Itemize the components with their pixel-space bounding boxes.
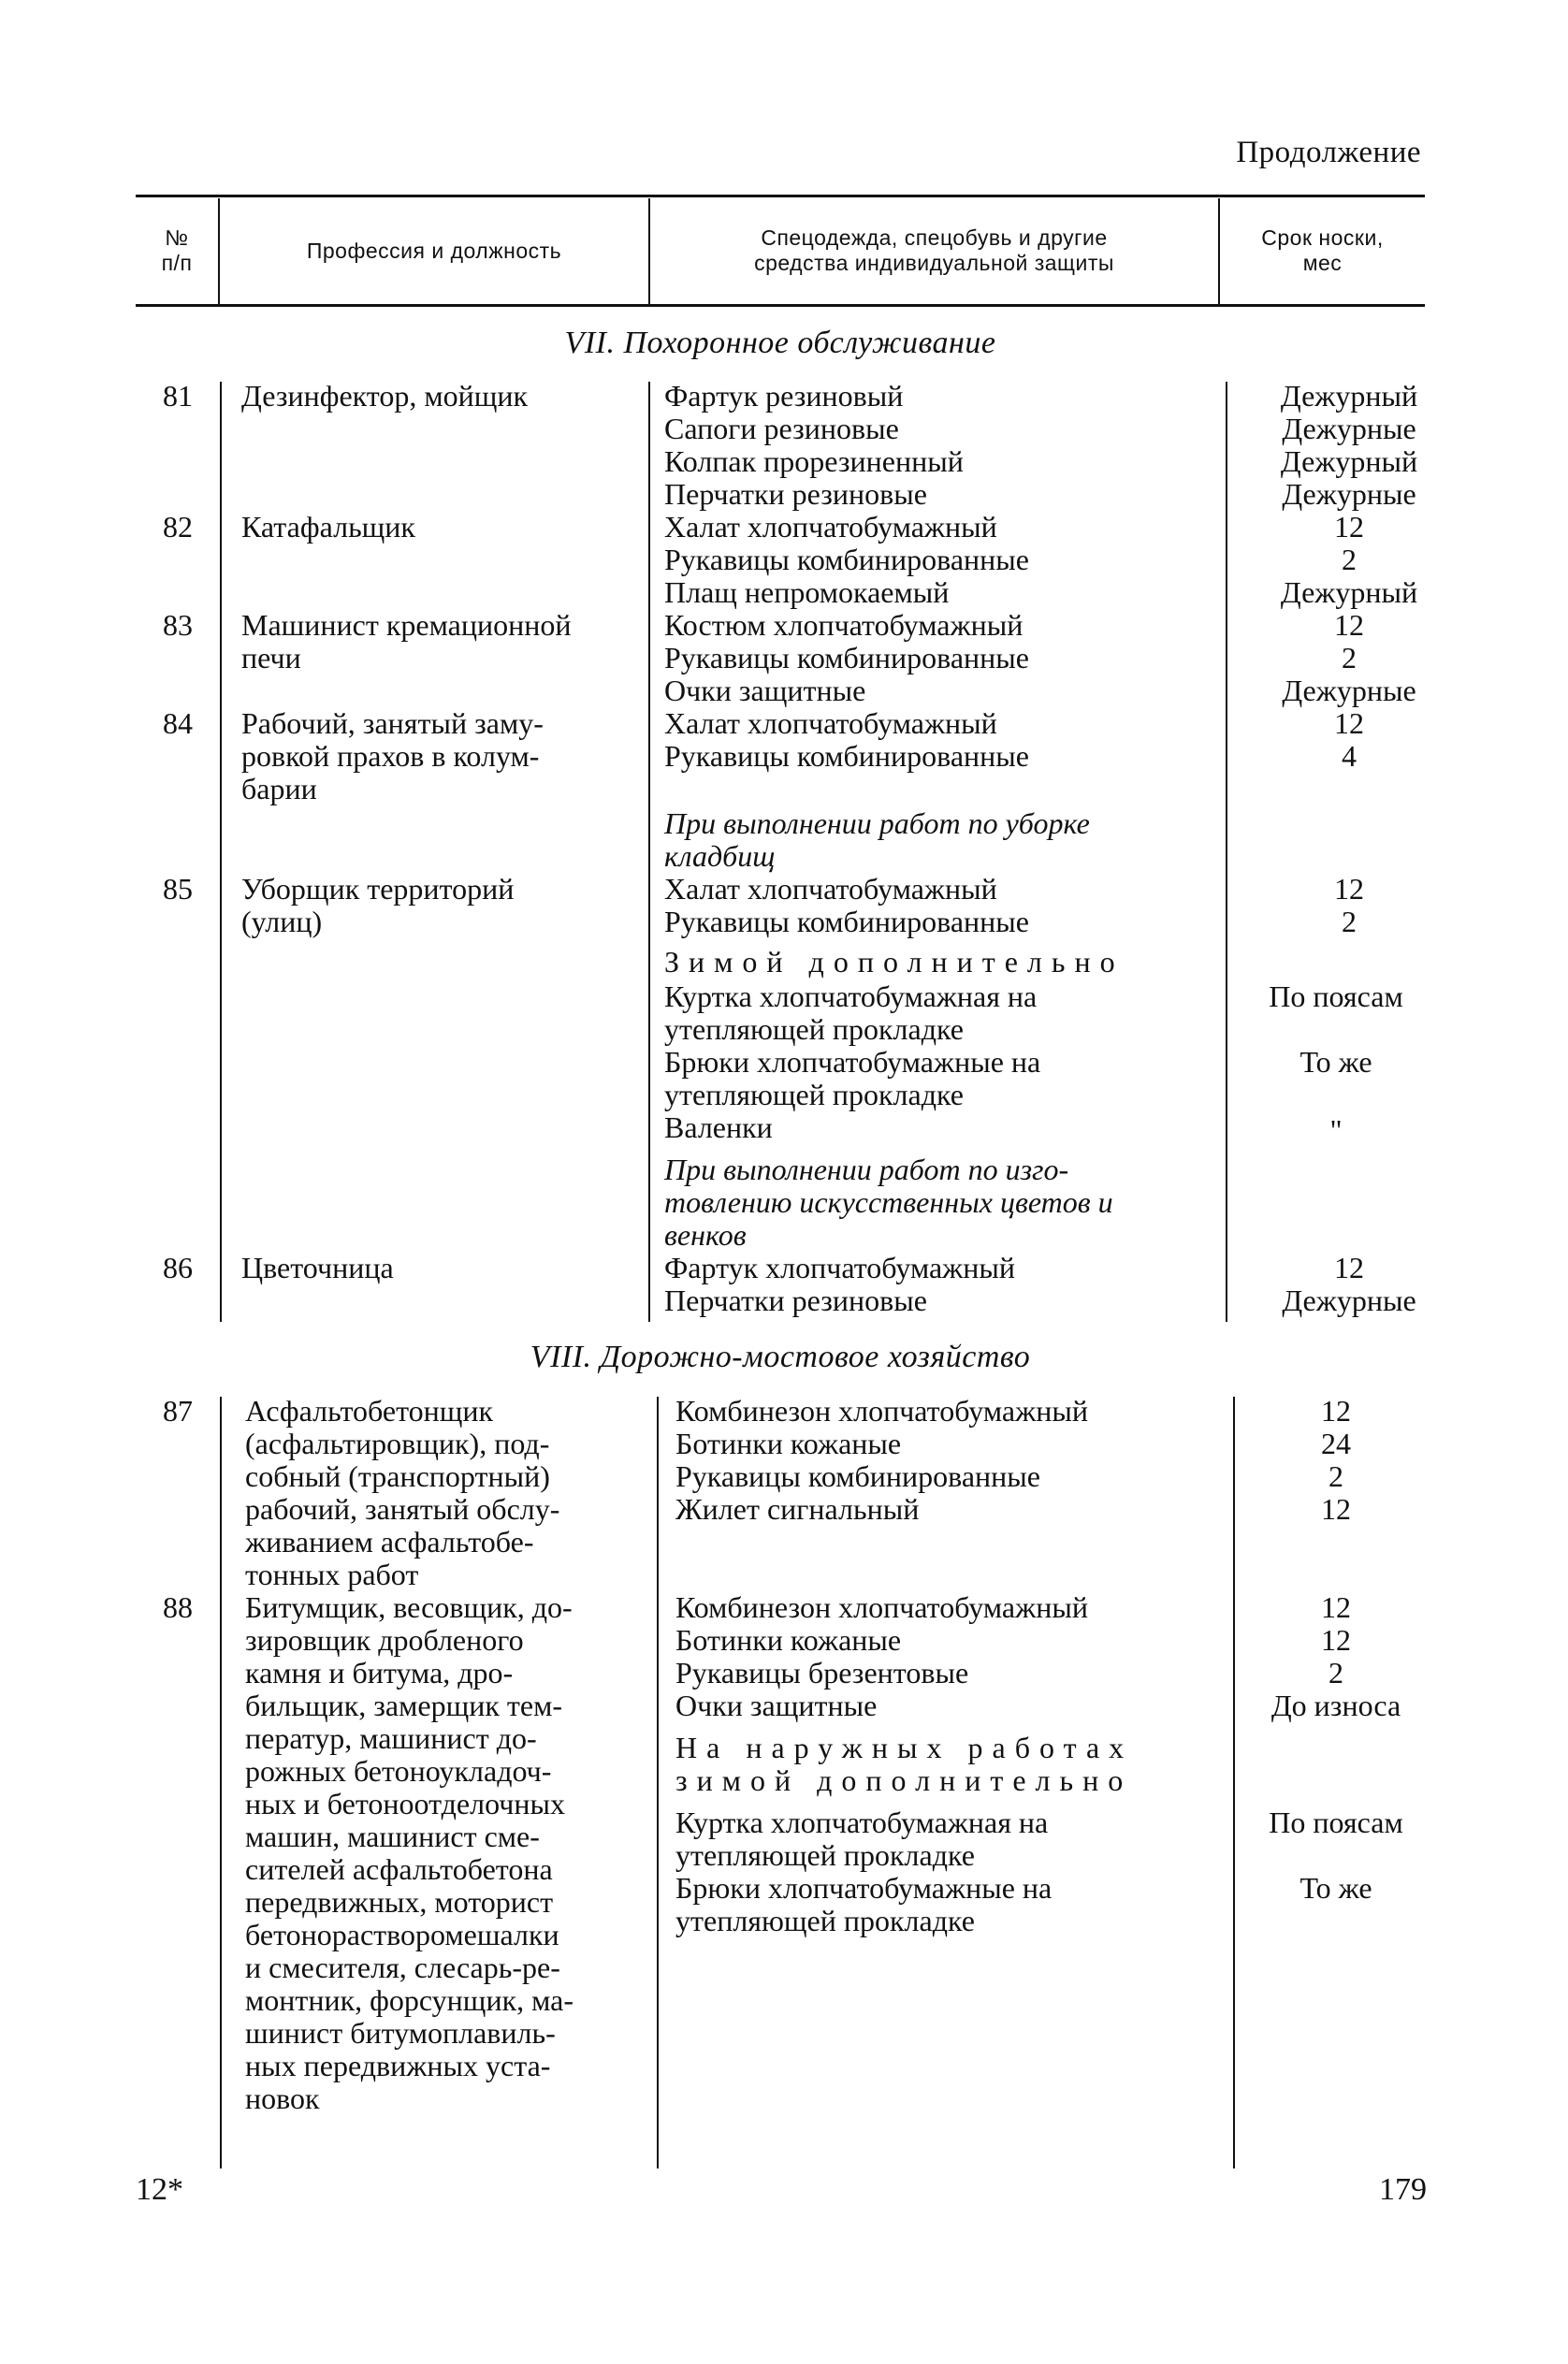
column-rule: [1233, 1397, 1235, 2168]
equipment-item: Очки защитные: [675, 1689, 878, 1722]
equipment-item: Сапоги резиновые: [664, 412, 899, 445]
header-term: Срок носки, мес: [1261, 225, 1384, 275]
ditto-mark: ": [1329, 1113, 1343, 1147]
term-value: 12: [1334, 510, 1364, 544]
equipment-item: Брюки хлопчатобумажные на: [675, 1871, 1053, 1905]
equipment-item: утепляющей прокладке: [675, 1904, 975, 1937]
column-rule: [648, 382, 650, 1322]
column-rule: [220, 1397, 222, 2168]
term-value: 12: [1334, 608, 1364, 642]
equipment-item: Костюм хлопчатобумажный: [664, 608, 1024, 642]
equipment-item: Халат хлопчатобумажный: [664, 706, 997, 740]
profession-text: печи: [241, 641, 301, 674]
term-value: 2: [1342, 543, 1357, 576]
equipment-item: Куртка хлопчатобумажная на: [664, 979, 1038, 1013]
term-value: 2: [1328, 1459, 1343, 1493]
equipment-item: Халат хлопчатобумажный: [664, 510, 997, 544]
profession-text: шинист битумоплавиль-: [245, 2016, 556, 2050]
equipment-item: утепляющей прокладке: [664, 1078, 964, 1111]
equipment-item: Колпак прорезиненный: [664, 444, 964, 478]
row-number: 82: [163, 510, 193, 544]
term-value: Дежурный: [1280, 379, 1418, 413]
equipment-item: Брюки хлопчатобумажные на: [664, 1045, 1041, 1079]
profession-text: и смесителя, слесарь-ре-: [245, 1951, 560, 1984]
condition-note: кладбищ: [664, 839, 776, 873]
row-number: 84: [163, 706, 193, 740]
equipment-item: Перчатки резиновые: [664, 1284, 927, 1317]
term-value: 12: [1334, 872, 1364, 906]
header-num: № п/п: [161, 225, 193, 275]
row-number: 83: [163, 608, 193, 642]
row-number: 86: [163, 1251, 193, 1284]
equipment-item: Ботинки кожаные: [675, 1623, 902, 1657]
column-rule: [1226, 382, 1227, 1322]
profession-text: камня и битума, дро-: [245, 1656, 514, 1690]
term-value: 12: [1321, 1492, 1351, 1526]
profession-text: машин, машинист сме-: [245, 1820, 540, 1853]
term-value: То же: [1299, 1871, 1372, 1905]
header-top-rule: [136, 195, 1425, 197]
term-value: Дежурные: [1282, 477, 1416, 511]
equipment-item: Халат хлопчатобумажный: [664, 872, 997, 906]
header-profession: Профессия и должность: [306, 238, 562, 263]
term-value: Дежурные: [1282, 412, 1416, 445]
column-rule: [220, 382, 222, 1322]
equipment-item: Перчатки резиновые: [664, 477, 927, 511]
term-value: 2: [1342, 641, 1357, 674]
equipment-item: Фартук резиновый: [664, 379, 904, 413]
term-value: 12: [1321, 1394, 1351, 1428]
profession-text: ровкой прахов в колум-: [241, 739, 540, 773]
term-value: 12: [1334, 1251, 1364, 1284]
row-number: 88: [163, 1590, 193, 1624]
term-value: По поясам: [1269, 979, 1403, 1013]
term-value: 12: [1321, 1590, 1351, 1624]
equipment-item: Рукавицы комбинированные: [664, 739, 1029, 773]
term-value: 4: [1342, 739, 1357, 773]
page-number: 179: [1379, 2172, 1427, 2207]
profession-text: Машинист кремационной: [241, 608, 572, 642]
term-value: 2: [1328, 1656, 1343, 1690]
profession-text: ных и бетоноотделочных: [245, 1787, 565, 1820]
equipment-item: Рукавицы комбинированные: [664, 905, 1029, 938]
term-value: 12: [1321, 1623, 1351, 1657]
row-number: 87: [163, 1394, 193, 1428]
profession-text: бетонорастворомешалки: [245, 1918, 559, 1951]
section-title: VIII. Дорожно-мостовое хозяйство: [530, 1340, 1031, 1374]
equipment-item: Плащ непромокаемый: [664, 575, 950, 609]
equipment-item: Рукавицы комбинированные: [664, 543, 1029, 576]
profession-text: монтник, форсунщик, ма-: [245, 1983, 573, 2017]
profession-text: ных передвижных уста-: [245, 2049, 551, 2082]
profession-text: Цветочница: [241, 1251, 394, 1284]
profession-text: Уборщик территорий: [241, 872, 515, 906]
profession-text: передвижных, моторист: [245, 1885, 554, 1919]
profession-text: рабочий, занятый обслу-: [245, 1492, 560, 1526]
equipment-item: Жилет сигнальный: [675, 1492, 920, 1526]
equipment-item: Ботинки кожаные: [675, 1427, 902, 1460]
equipment-item: Комбинезон хлопчатобумажный: [675, 1590, 1088, 1624]
condition-note: При выполнении работ по изго-: [664, 1153, 1069, 1186]
profession-text: зировщик дробленого: [245, 1623, 524, 1657]
profession-text: Асфальтобетонщик: [245, 1394, 494, 1428]
profession-text: новок: [245, 2081, 320, 2115]
equipment-item: утепляющей прокладке: [664, 1012, 964, 1046]
profession-text: Катафальщик: [241, 510, 415, 544]
column-rule: [657, 1397, 659, 2168]
winter-note: На наружных работах: [675, 1731, 1134, 1764]
profession-text: ператур, машинист до-: [245, 1721, 537, 1755]
equipment-item: Куртка хлопчатобумажная на: [675, 1806, 1049, 1839]
term-value: 24: [1321, 1427, 1351, 1460]
condition-note: товлению искусственных цветов и: [664, 1185, 1113, 1219]
profession-text: собный (транспортный): [245, 1459, 550, 1493]
winter-note: зимой дополнительно: [675, 1763, 1133, 1797]
profession-text: рожных бетоноукладоч-: [245, 1754, 552, 1788]
profession-text: барии: [241, 772, 317, 805]
row-number: 85: [163, 872, 193, 906]
profession-text: Рабочий, занятый заму-: [241, 706, 544, 740]
profession-text: (асфальтировщик), под-: [245, 1427, 550, 1460]
term-value: По поясам: [1269, 1806, 1403, 1839]
condition-note: венков: [664, 1218, 747, 1252]
profession-text: бильщик, замерщик тем-: [245, 1689, 562, 1722]
header-bottom-rule: [136, 304, 1425, 307]
term-value: 12: [1334, 706, 1364, 740]
winter-note: Зимой дополнительно: [664, 945, 1125, 979]
equipment-item: утепляющей прокладке: [675, 1838, 975, 1872]
continuation-label: Продолжение: [1236, 136, 1421, 169]
term-value: До износа: [1270, 1689, 1401, 1722]
signature-mark: 12*: [136, 2172, 183, 2207]
term-value: Дежурный: [1280, 575, 1418, 609]
equipment-item: Очки защитные: [664, 674, 866, 707]
profession-text: сителей асфальтобетона: [245, 1852, 553, 1886]
profession-text: живанием асфальтобе-: [245, 1525, 534, 1559]
profession-text: Битумщик, весовщик, до-: [245, 1590, 573, 1624]
equipment-item: Рукавицы брезентовые: [675, 1656, 969, 1690]
equipment-item: Фартук хлопчатобумажный: [664, 1251, 1016, 1284]
term-value: Дежурный: [1280, 444, 1418, 478]
term-value: Дежурные: [1282, 674, 1416, 707]
equipment-item: Рукавицы комбинированные: [675, 1459, 1040, 1493]
term-value: Дежурные: [1282, 1284, 1416, 1317]
term-value: То же: [1299, 1045, 1372, 1079]
profession-text: Дезинфектор, мойщик: [241, 379, 529, 413]
profession-text: (улиц): [241, 905, 323, 938]
term-value: 2: [1342, 905, 1357, 938]
header-equipment: Спецодежда, спецобувь и другие средства индивидуальной защиты: [754, 225, 1114, 275]
equipment-item: Комбинезон хлопчатобумажный: [675, 1394, 1088, 1428]
row-number: 81: [163, 379, 193, 413]
condition-note: При выполнении работ по уборке: [664, 806, 1090, 840]
profession-text: тонных работ: [245, 1558, 419, 1591]
section-title: VII. Похоронное обслуживание: [564, 326, 996, 360]
equipment-item: Валенки: [664, 1110, 773, 1144]
equipment-item: Рукавицы комбинированные: [664, 641, 1029, 674]
